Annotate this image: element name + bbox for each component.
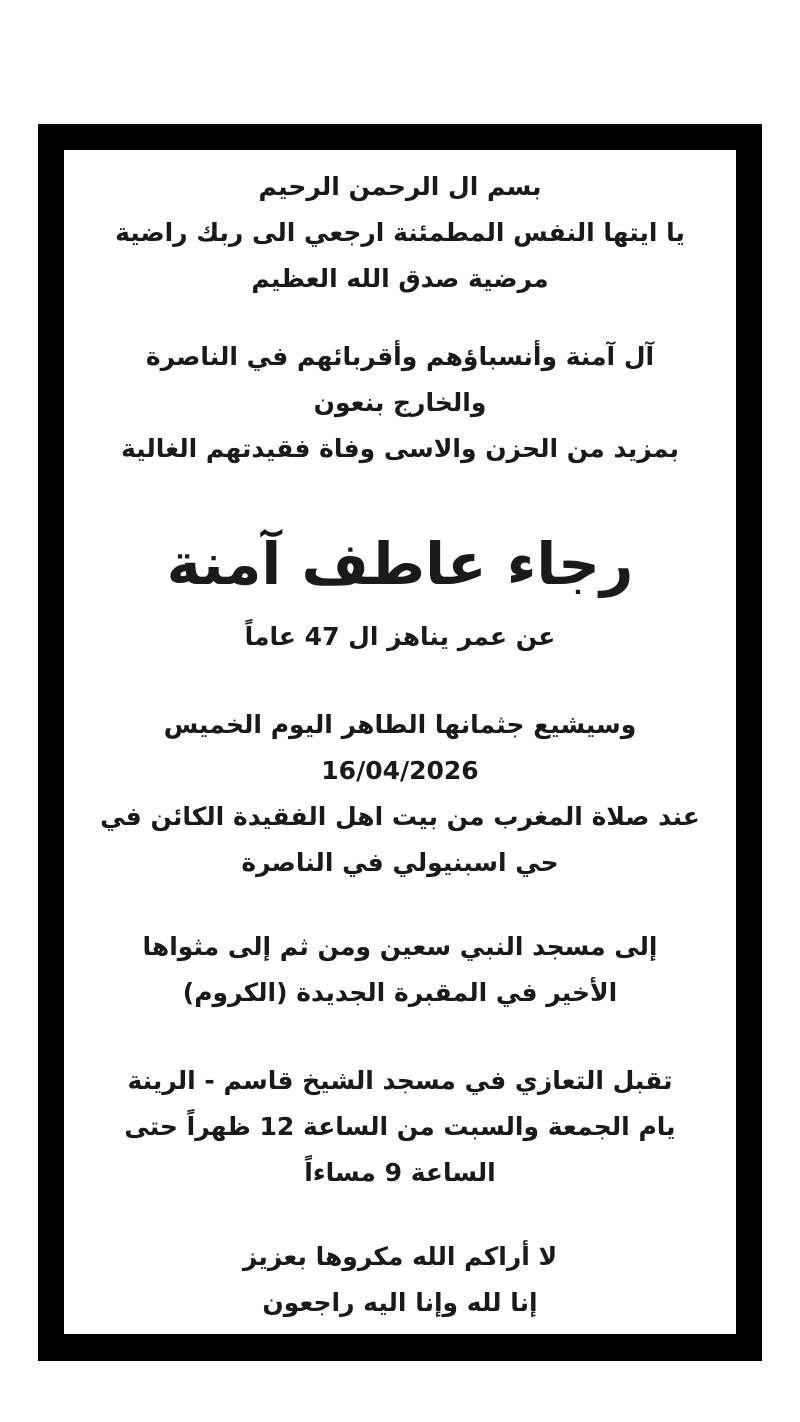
age-line: عن عمر يناهز ال 47 عاماً	[244, 622, 556, 651]
burial-line-1: إلى مسجد النبي سعين ومن ثم إلى مثواها	[142, 932, 658, 961]
verse-line-1: بسم ال الرحمن الرحيم	[258, 172, 542, 201]
funeral-line-1: وسيشيع جثمانها الطاهر اليوم الخميس	[163, 710, 637, 739]
condolences-line-3: الساعة 9 مساءاً	[304, 1158, 496, 1187]
verse-block	[64, 164, 736, 302]
closing-line-1: لا أراكم الله مكروها بعزيز	[242, 1242, 558, 1271]
funeral-line-4: حي اسبنيولي في الناصرة	[241, 848, 559, 877]
funeral-block	[64, 702, 736, 886]
deceased-name: رجاء عاطف آمنة	[166, 530, 634, 598]
family-line-1: آل آمنة وأنسباؤهم وأقربائهم في الناصرة	[145, 342, 655, 371]
funeral-date: 16/04/2026	[321, 756, 479, 785]
burial-block	[64, 924, 736, 1016]
verse-line-3: مرضية صدق الله العظيم	[251, 264, 549, 293]
funeral-line-3: عند صلاة المغرب من بيت اهل الفقيدة الكائن في	[100, 802, 700, 831]
family-block	[64, 334, 736, 472]
deceased-name-block	[64, 524, 736, 604]
condolences-line-2: يام الجمعة والسبت من الساعة 12 ظهراً حتى	[124, 1112, 676, 1141]
family-line-2: والخارج بنعون	[313, 388, 487, 417]
burial-line-2: الأخير في المقبرة الجديدة (الكروم)	[182, 978, 618, 1007]
closing-block	[64, 1234, 736, 1326]
verse-line-2: يا ايتها النفس المطمئنة ارجعي الى ربك راضية	[115, 218, 685, 247]
family-line-3: بمزيد من الحزن والاسى وفاة فقيدتهم الغالية	[121, 434, 679, 463]
obituary-card	[64, 150, 736, 1334]
condolences-line-1: تقبل التعازي في مسجد الشيخ قاسم - الرينة	[127, 1066, 673, 1095]
age-block	[64, 614, 736, 660]
closing-line-2: إنا لله وإنا اليه راجعون	[262, 1288, 538, 1317]
condolences-block	[64, 1058, 736, 1196]
